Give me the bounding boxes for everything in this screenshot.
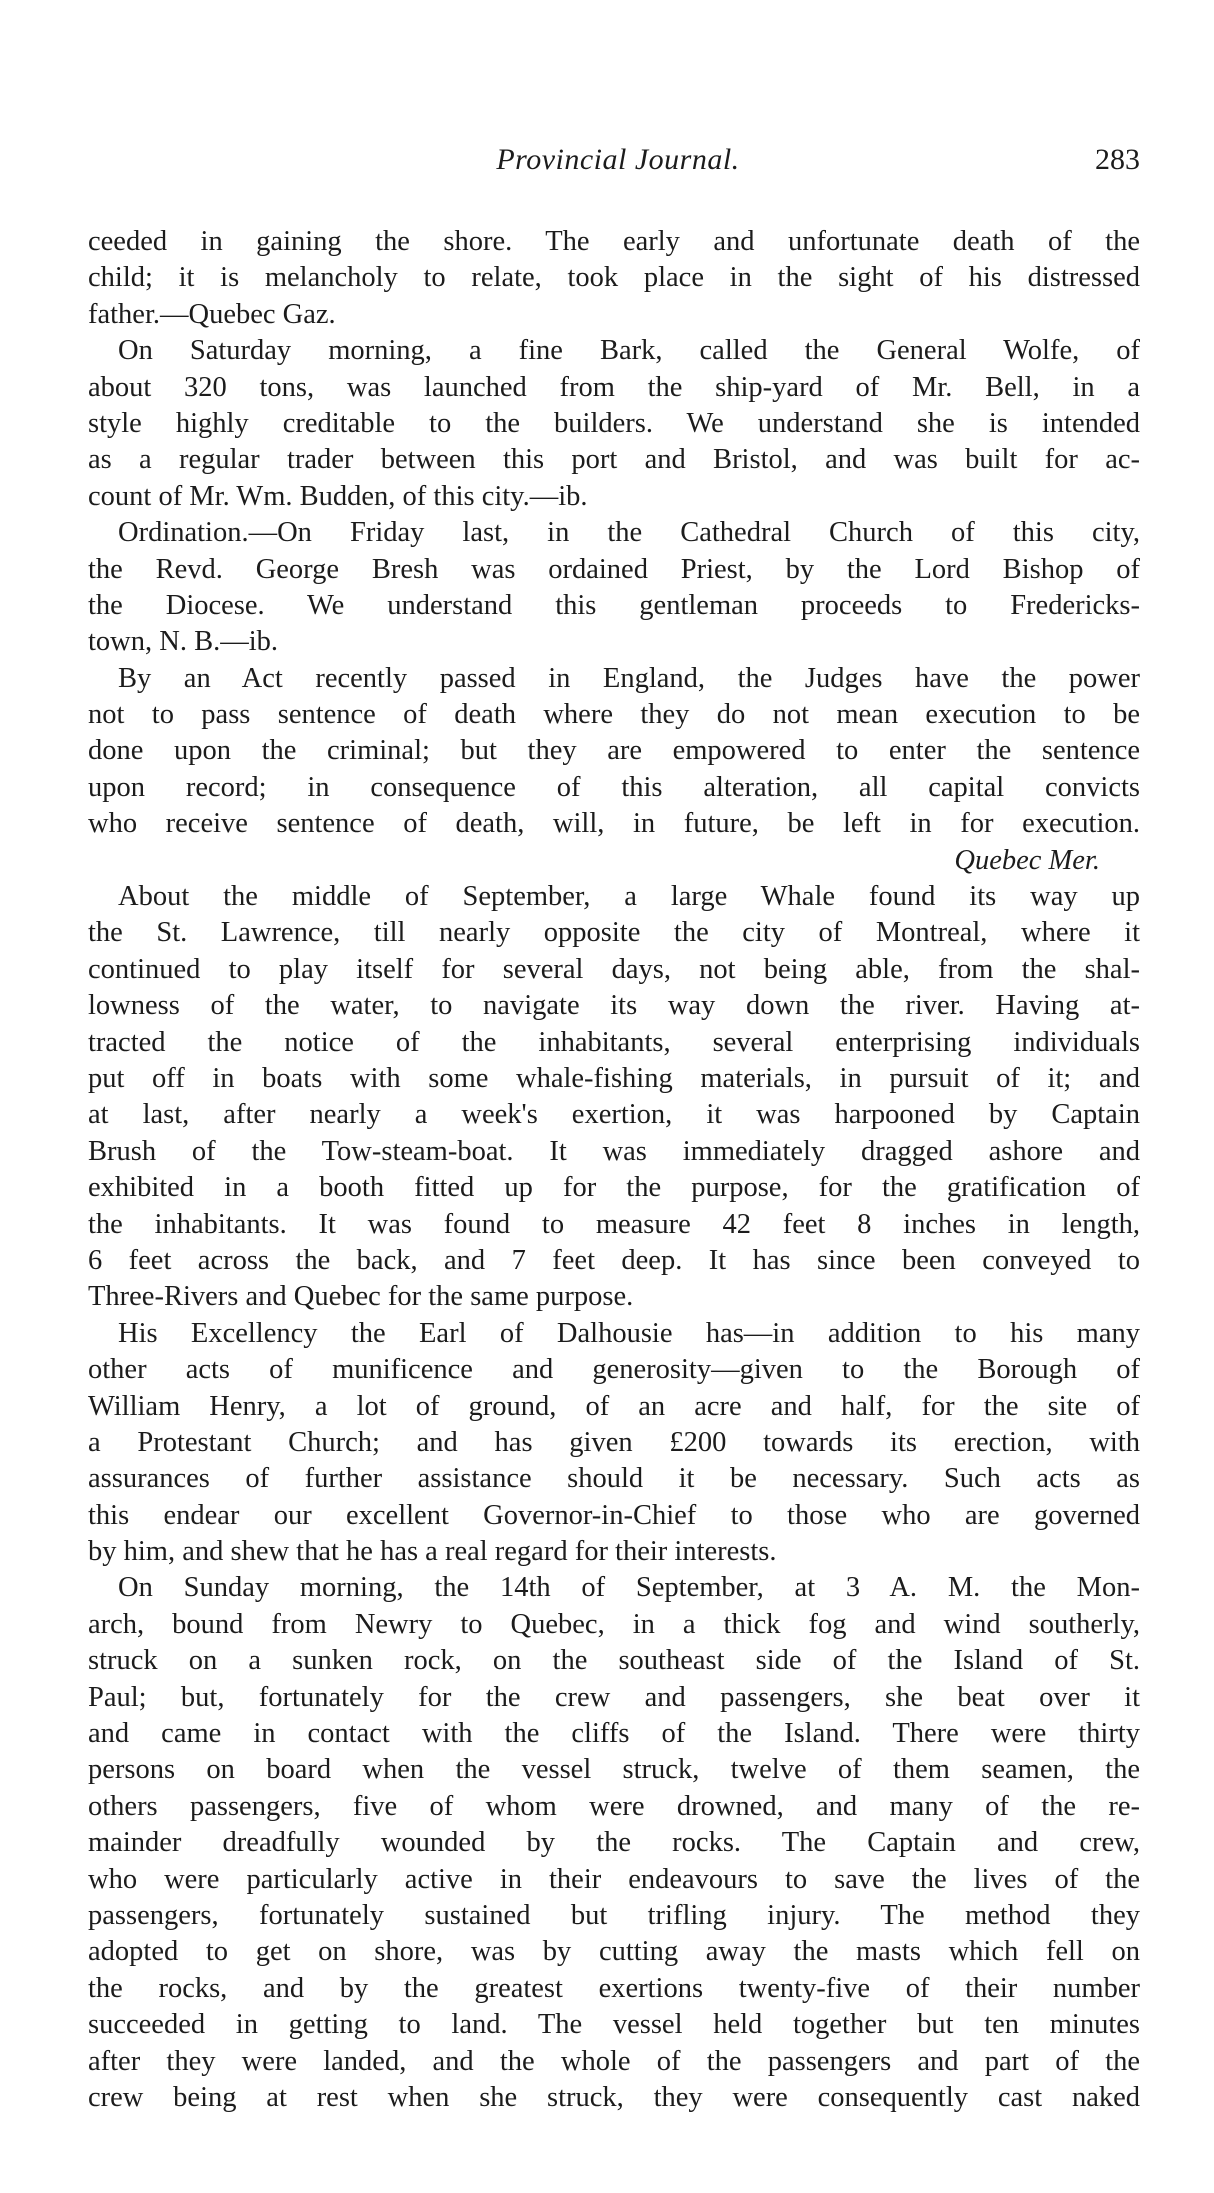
text-line: as a regular trader between this port and Bristol, and was built for ac- [88,444,1140,476]
text-line: other acts of munificence and generosity—given to the Borough of [88,1354,1140,1386]
running-title: Provincial Journal. [496,143,740,176]
text-line: Three-Rivers and Quebec for the same purpose. [88,1281,634,1313]
text-line: the Revd. George Bresh was ordained Priest, by the Lord Bishop of [88,553,1140,585]
text-line: put off in boats with some whale-fishing materials, in pursuit of it; and [88,1062,1140,1094]
text-line: tracted the notice of the inhabitants, several enterprising individuals [88,1026,1140,1058]
text-line: father.—Quebec Gaz. [88,298,336,330]
text-line: lowness of the water, to navigate its way down the river. Having at- [88,990,1140,1022]
text-line: assurances of further assistance should it be necessary. Such acts as [88,1463,1140,1495]
text-line: who receive sentence of death, will, in future, be left in for execution. [88,808,1140,840]
running-head [96,140,1140,186]
text-line: the inhabitants. It was found to measure 42 feet 8 inches in length, [88,1208,1140,1240]
text-line: On Saturday morning, a fine Bark, called the General Wolfe, of [118,335,1140,367]
text-line: by him, and shew that he has a real regard for their interests. [88,1536,777,1568]
text-line: About the middle of September, a large Whale found its way up [118,881,1140,913]
text-line: the rocks, and by the greatest exertions twenty-five of their number [88,1972,1140,2004]
text-line: Brush of the Tow-steam-boat. It was immediately dragged ashore and [88,1135,1140,1167]
text-line: count of Mr. Wm. Budden, of this city.—ib. [88,480,588,512]
text-line: By an Act recently passed in England, the Judges have the power [118,662,1140,694]
text-body [88,224,1140,2116]
text-line: others passengers, five of whom were drowned, and many of the re- [88,1790,1140,1822]
text-line: child; it is melancholy to relate, took place in the sight of his distressed [88,262,1140,294]
text-line: arch, bound from Newry to Quebec, in a thick fog and wind southerly, [88,1608,1140,1640]
text-line: Ordination.—On Friday last, in the Cathedral Church of this city, [118,517,1140,549]
text-line: 6 feet across the back, and 7 feet deep. It has since been conveyed to [88,1244,1140,1276]
text-line: struck on a sunken rock, on the southeast side of the Island of St. [88,1645,1140,1677]
text-line: the Diocese. We understand this gentleman proceeds to Fredericks- [88,589,1140,621]
text-line: done upon the criminal; but they are empowered to enter the sentence [88,735,1140,767]
text-line: town, N. B.—ib. [88,626,279,658]
text-line: and came in contact with the cliffs of the Island. There were thirty [88,1718,1140,1750]
text-line: persons on board when the vessel struck, twelve of them seamen, the [88,1754,1140,1786]
text-line: On Sunday morning, the 14th of September, at 3 A. M. the Mon- [118,1572,1140,1604]
text-line: crew being at rest when she struck, they were consequently cast naked [88,2081,1140,2113]
text-line: upon record; in consequence of this alteration, all capital convicts [88,771,1140,803]
text-line: Paul; but, fortunately for the crew and passengers, she beat over it [88,1681,1140,1713]
page-number: 283 [1095,143,1140,176]
text-line: the St. Lawrence, till nearly opposite the city of Montreal, where it [88,917,1140,949]
text-line: adopted to get on shore, was by cutting away the masts which fell on [88,1936,1140,1968]
text-line: who were particularly active in their endeavours to save the lives of the [88,1863,1140,1895]
text-line: at last, after nearly a week's exertion, it was harpooned by Captain [88,1099,1140,1131]
text-line: this endear our excellent Governor-in-Chief to those who are governed [88,1499,1140,1531]
text-line: succeeded in getting to land. The vessel held together but ten minutes [88,2009,1140,2041]
source-attribution: Quebec Mer. [954,844,1100,876]
text-line: not to pass sentence of death where they do not mean execution to be [88,699,1140,731]
text-line: style highly creditable to the builders. We understand she is intended [88,407,1140,439]
text-line: exhibited in a booth fitted up for the purpose, for the gratification of [88,1172,1140,1204]
text-line: ceeded in gaining the shore. The early and unfortunate death of the [88,226,1140,257]
text-line: William Henry, a lot of ground, of an acre and half, for the site of [88,1390,1140,1422]
text-line: a Protestant Church; and has given £200 towards its erection, with [88,1426,1140,1458]
text-line: continued to play itself for several days, not being able, from the shal- [88,953,1140,985]
text-line: mainder dreadfully wounded by the rocks. The Captain and crew, [88,1827,1140,1859]
text-line: His Excellency the Earl of Dalhousie has—in addition to his many [118,1317,1140,1349]
text-line: about 320 tons, was launched from the ship-yard of Mr. Bell, in a [88,371,1140,403]
text-line: after they were landed, and the whole of the passengers and part of the [88,2045,1140,2077]
text-line: passengers, fortunately sustained but trifling injury. The method they [88,1899,1140,1931]
